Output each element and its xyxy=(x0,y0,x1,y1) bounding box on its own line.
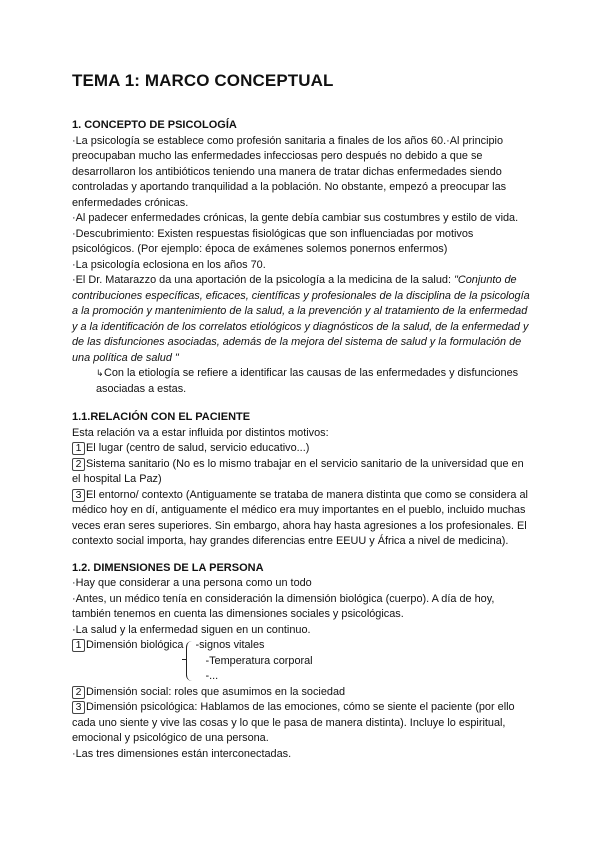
list-item-text: El lugar (centro de salud, servicio educativo...) xyxy=(86,442,310,454)
matarazzo-quote: "Conjunto de contribuciones específicas, eficaces, científicas y profesionales de la disciplina de la psicología a la promoción y mantenimiento de la salud, a la prevención y al tratamiento de la enfermedad y a la identificación de los correlatos etiológicos y diagnósticos de la salud, de la enfermedad y de las disfunciones asociadas, además de la mejora del sistema de salud y la formulación de una política de salud " xyxy=(72,274,530,364)
list-item xyxy=(72,638,183,654)
number-badge: 3 xyxy=(72,701,85,714)
paragraph: ·Descubrimiento: Existen respuestas fisiológicas que son influenciadas por motivos psicológicos. (Por ejemplo: época de exámenes solemos ponernos enfermos) xyxy=(72,227,474,255)
paragraph: ·La salud y la enfermedad siguen en un continuo. xyxy=(72,623,311,636)
etiologia-note xyxy=(72,366,532,397)
paragraph: ·La psicología se establece como profesión sanitaria a finales de los años 60.·Al principio preocupaban mucho las enfermedades infecciosas pero después no debido a que se desarrollaron los antibióticos teniendo una manera de tratar dichas enfermedades siendo controladas y aportando tranquilidad a la población. No obstante, empezó a preocupar las enfermedades crónicas. xyxy=(72,134,507,209)
paragraph: ·Al padecer enfermedades crónicas, la gente debía cambiar sus costumbres y estilo de vida. xyxy=(72,212,519,224)
section-heading-concepto: 1. CONCEPTO DE PSICOLOGÍA xyxy=(72,119,237,131)
matarazzo-lead: ·El Dr. Matarazzo da una aportación de la psicología a la medicina de la salud: xyxy=(72,274,454,286)
list-item-text: Sistema sanitario (No es lo mismo trabajar en el servicio sanitario de la universidad que en el hospital La Paz) xyxy=(72,457,524,485)
number-badge: 3 xyxy=(72,489,85,502)
number-badge: 2 xyxy=(72,686,85,699)
document-body xyxy=(72,118,532,762)
list-item xyxy=(72,700,532,747)
sublist-item: -signos vitales xyxy=(195,639,265,651)
number-badge: 1 xyxy=(72,442,85,455)
sublist-item: -... xyxy=(205,670,219,682)
paragraph: ·Hay que considerar a una persona como un todo xyxy=(72,577,312,589)
number-badge: 2 xyxy=(72,458,85,471)
list-item xyxy=(72,488,532,550)
paragraph: ·La psicología eclosiona en los años 70. xyxy=(72,258,266,271)
etiologia-text: Con la etiología se refiere a identificar las causas de las enfermedades y disfunciones asociadas a estas. xyxy=(96,367,519,395)
arrow-return-icon: ↳ xyxy=(96,368,104,378)
list-item xyxy=(72,685,532,701)
list-item xyxy=(72,457,532,488)
paragraph: ·Las tres dimensiones están interconectadas. xyxy=(72,747,292,760)
paragraph: Esta relación va a estar influida por distintos motivos: xyxy=(72,426,329,439)
paragraph: ·Antes, un médico tenía en consideración la dimensión biológica (cuerpo). A día de hoy, también tenemos en cuenta las dimensiones sociales y psicológicas. xyxy=(72,592,495,620)
document-title: TEMA 1: MARCO CONCEPTUAL xyxy=(72,71,334,90)
dimension-biologica xyxy=(72,638,532,685)
biologica-sublist xyxy=(195,638,312,685)
section-heading-relacion: 1.1.RELACIÓN CON EL PACIENTE xyxy=(72,411,251,423)
sublist-item: -Temperatura corporal xyxy=(205,654,313,667)
list-item-text: Dimensión psicológica: Hablamos de las emociones, cómo se siente el paciente (por ello cada uno siente y vive las cosas y lo que le pasa de manera distinta). Incluye lo espiritual, emocional y psicológico de una persona. xyxy=(72,701,515,744)
number-badge: 1 xyxy=(72,639,85,652)
list-item-text: Dimensión social: roles que asumimos en la sociedad xyxy=(86,685,346,698)
list-item-text: El entorno/ contexto (Antiguamente se trataba de manera distinta que como se considera al médico hoy en dí, antiguamente el médico era muy importantes en el pueblo, incluido muchas veces eran seres superiores. Sin embargo, ahora hay hasta agresiones a los profesionales. El contexto social importa, hay grandes diferencias entre EEUU y África a nivel de medicina). xyxy=(72,488,528,547)
curly-brace-icon xyxy=(186,641,193,681)
matarazzo-paragraph xyxy=(72,273,532,366)
list-item-text: Dimensión biológica xyxy=(86,639,184,651)
list-item xyxy=(72,441,532,457)
section-heading-dimensiones: 1.2. DIMENSIONES DE LA PERSONA xyxy=(72,561,264,574)
